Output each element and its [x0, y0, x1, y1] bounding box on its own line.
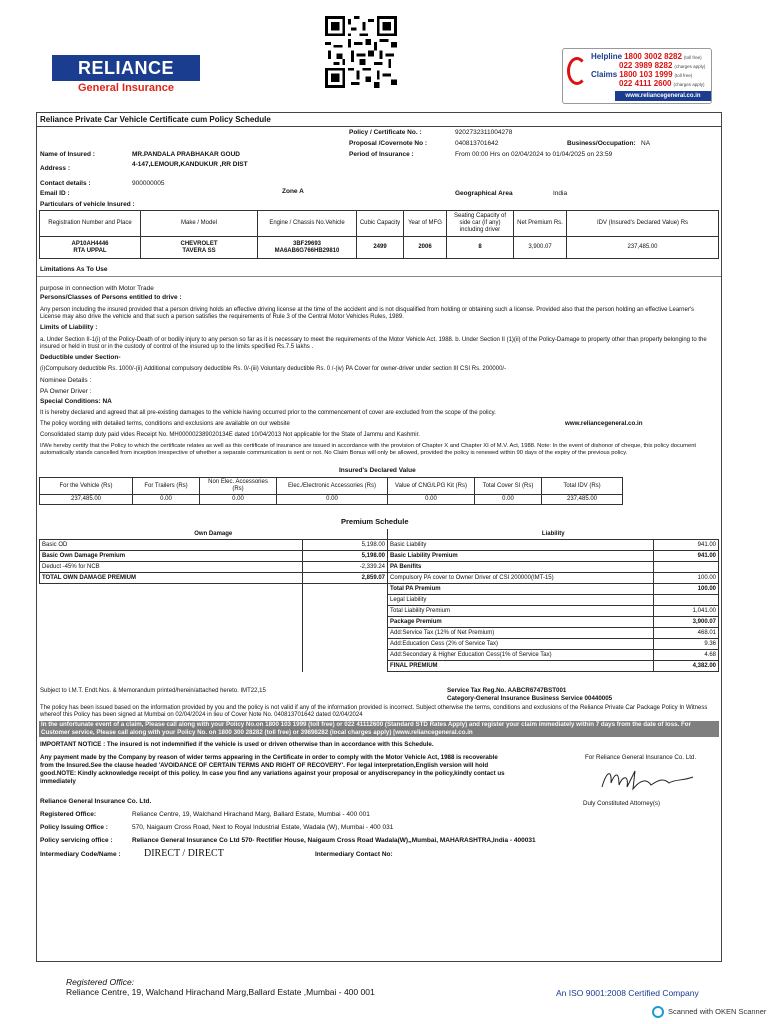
own-damage-item — [40, 639, 303, 650]
business-value: NA — [641, 140, 651, 147]
idv-cell: 237,485.00 — [40, 495, 133, 505]
liability-amount — [654, 595, 719, 606]
liability-amount: 9.36 — [654, 639, 719, 650]
own-damage-amount — [303, 584, 388, 595]
limitations-use: purpose in connection with Motor Trade — [40, 285, 154, 292]
premium-row — [40, 595, 719, 606]
helpline-number-2[interactable]: 022 3989 8282 — [619, 61, 673, 70]
own-damage-item — [40, 595, 303, 606]
liability-amount: 941.00 — [654, 540, 719, 551]
own-damage-amount — [303, 628, 388, 639]
own-damage-amount — [303, 606, 388, 617]
helpline-box — [562, 48, 712, 104]
footer-reg-office-label: Registered Office: — [66, 977, 135, 987]
own-damage-amount: 2,859.07 — [303, 573, 388, 584]
premium-schedule-title: Premium Schedule — [341, 517, 409, 526]
idv-cell: 0.00 — [475, 495, 542, 505]
nominee-details: Nominee Details : — [40, 377, 92, 384]
own-damage-amount: 5,198.00 — [303, 540, 388, 551]
address-label: Address : — [40, 165, 70, 172]
insured-name-label: Name of Insured : — [40, 151, 95, 158]
deductible-text: (i)Compulsory deductible Rs. 1000/-(ii) Additional compulsory deductible Rs. 0/-(iii) Voluntary deductible Rs. 0 /-(iv) PA Cover for owner-driver under section III CSI Rs. 200000/- — [40, 366, 507, 372]
reliance-logo — [52, 55, 200, 97]
special-conditions: Special Conditions: NA — [40, 398, 112, 405]
liability-item: Compulsory PA cover to Owner Driver of CSI 200000(IMT-15) — [388, 573, 654, 584]
own-damage-amount — [303, 650, 388, 661]
own-damage-item — [40, 650, 303, 661]
premium-row — [40, 606, 719, 617]
idv-header: For Trailers (Rs) — [133, 478, 200, 495]
claim-notice-bar: In the unfortunate event of a claim, Please call along with your Policy No.on 1800 103 1999 (toll free) or 022 41112600 (Standard STD Rates Apply) and register your claim immediately within 7 days from the date of loss. For Customer service, Please call along with your Policy No. on 1800 300 28282 (toll free) or 39898282 (local charges apply) [www.reliancegeneral.co.in — [39, 721, 719, 737]
declared-text: It is hereby declared and agreed that all pre-existing damages to the vehicle having occurred prior to the commencement of cover are excluded from the scope of the policy. — [40, 410, 496, 416]
premium-row — [40, 562, 719, 573]
company-name: Reliance General Insurance Co. Ltd. — [40, 798, 152, 805]
premium-row — [40, 540, 719, 551]
liability-amount: 3,900.07 — [654, 617, 719, 628]
helpline-note-2: (charges apply) — [674, 64, 706, 69]
idv-cell: 0.00 — [200, 495, 277, 505]
servicing-office-label: Policy servicing office : — [40, 837, 113, 844]
any-payment-text: Any payment made by the Company by reason of wider terms appearing in the Certificate in order to comply with the Motor Vehicle Act, 1988 is recoverable from the Insured.See the clause headed 'AVOIDANCE OF CERTAIN TERMS AND RIGHT OF RECOVERY'. For legal interpretation,English version will hold good.NOTE: Kindly acknowledge receipt of this policy. In case you find any variations against your proposal or anydiscrepancy in the policy,kindly contact us immediately — [40, 754, 505, 785]
website-link[interactable]: www.reliancegeneral.co.in — [615, 91, 711, 101]
premium-row — [40, 573, 719, 584]
idv-header: Total Cover SI (Rs) — [475, 478, 542, 495]
vehicle-row — [40, 237, 719, 259]
own-damage-item — [40, 661, 303, 672]
email-label: Email ID : — [40, 190, 70, 197]
own-damage-header: Own Damage — [40, 529, 388, 540]
policy-schedule — [36, 112, 722, 962]
business-label: Business/Occupation: — [567, 140, 636, 147]
contact-label: Contact details : — [40, 180, 91, 187]
certificate-number: 9202732311004278 — [455, 129, 513, 136]
issuing-office-label: Policy Issuing Office : — [40, 824, 108, 831]
proposal-number: 040813701642 — [455, 140, 499, 147]
seating-capacity: 8 — [447, 237, 514, 259]
idv-value: 237,485.00 — [567, 237, 719, 259]
liability-amount: 100.00 — [654, 573, 719, 584]
intermediary-code-label: Intermediary Code/Name : — [40, 851, 121, 858]
premium-row — [40, 661, 719, 672]
idv-title: Insured's Declared Value — [339, 467, 416, 474]
claims-note-1: (toll free) — [674, 73, 693, 78]
zone: Zone A — [282, 188, 304, 195]
vehicle-table — [39, 210, 719, 259]
intermediary-contact-label: Intermediary Contact No: — [315, 851, 393, 858]
for-reliance-text: For Reliance General Insurance Co. Ltd. — [585, 754, 697, 761]
own-damage-item — [40, 606, 303, 617]
logo-subtitle: General Insurance — [78, 82, 174, 94]
liability-amount: 100.00 — [654, 584, 719, 595]
idv-header: Value of CNG/LPG Kit (Rs) — [388, 478, 475, 495]
pa-owner-driver: PA Owner Driver : — [40, 388, 92, 395]
liability-item: Add:Secondary & Higher Education Cess(1% of Service Tax) — [388, 650, 654, 661]
wording-website-link[interactable]: www.reliancegeneral.co.in — [565, 420, 643, 427]
scanner-watermark: Scanned with OKEN Scanner — [668, 1007, 767, 1016]
year-of-mfg: 2006 — [404, 237, 447, 259]
persons-text: Any person including the insured provided that a person driving holds an effective driving license at the time of the accident and is not disqualified from holding or obtaining such a license. Provided also that the person holding an effective Learner's License may also drive the vehicle and that such a person satisfies the requirements of Rule 3 of the Central Motor Vehicles Rules, 1989. — [40, 307, 694, 320]
liability-item: Add:Education Cess (2% of Service Tax) — [388, 639, 654, 650]
liability-amount: 4,382.00 — [654, 661, 719, 672]
geo-area-value: India — [553, 190, 568, 197]
engine-number: 3BF29693 — [292, 240, 322, 247]
vehicle-make: CHEVROLET — [180, 240, 218, 247]
iso-certification: An ISO 9001:2008 Certified Company — [556, 988, 699, 998]
liability-item: Basic Liability — [388, 540, 654, 551]
own-damage-item: Basic OD — [40, 540, 303, 551]
footer-address: Reliance Centre, 19, Walchand Hirachand Marg,Ballard Estate ,Mumbai - 400 001 — [66, 987, 375, 997]
service-tax-reg: Service Tax Reg.No. AABCR6747BST001 — [447, 687, 567, 694]
net-premium: 3,900.07 — [514, 237, 567, 259]
vehicle-header: Year of MFG — [404, 211, 447, 237]
own-damage-item — [40, 584, 303, 595]
insured-name: MR.PANDALA PRABHAKAR GOUD — [132, 151, 240, 158]
service-category: Category-General Insurance Business Service 00440005 — [447, 695, 613, 702]
vehicle-header: Registration Number and Place — [40, 211, 141, 237]
premium-row — [40, 628, 719, 639]
issued-text: The policy has been issued based on the information provided by you and the policy is not valid if any of the information provided is incorrect. Subject otherwise the terms, conditions and exclusions of the Reliance Private Car Package Policy In Witness whereof this Policy has been signed at Mumbai on 02/04/2024 in lieu of Cover Note No. 040813701642 dated 02/04/2024 — [40, 705, 708, 718]
idv-cell: 0.00 — [388, 495, 475, 505]
vehicle-model: TAVERA SS — [182, 247, 216, 254]
liability-item: Add:Service Tax (12% of Net Premium) — [388, 628, 654, 639]
liability-amount: 1,041.00 — [654, 606, 719, 617]
duly-constituted-text: Duly Constituted Attorney(s) — [583, 800, 661, 807]
certificate-label: Policy / Certificate No. : — [349, 129, 422, 136]
premium-row — [40, 639, 719, 650]
liability-item: Total Liability Premium — [388, 606, 654, 617]
liability-text: a. Under Section II-1(i) of the Policy-Death of or bodily injury to any person so far as it is necessary to meet the requirements of the Motor Vehicle Act. 1988. b. Under Section II (1)(ii) of the Policy-Damage to property other than property belonging to the insured or held in trust or in the custody of control of the insured up to the limits specified Rs.7.5 lakhs . — [40, 337, 707, 350]
insured-address: 4-147,LEMOUR,KANDUKUR ,RR DIST — [132, 161, 248, 168]
particulars-label: Particulars of vehicle Insured : — [40, 201, 135, 208]
logo-wordmark: RELIANCE — [52, 55, 200, 81]
vehicle-header: Net Premium Rs. — [514, 211, 567, 237]
vehicle-header: Cubic Capacity — [357, 211, 404, 237]
period-label: Period of Insurance : — [349, 151, 414, 158]
claims-label: Claims — [591, 70, 618, 79]
own-damage-amount: -2,339.24 — [303, 562, 388, 573]
contact-value: 900000005 — [132, 180, 165, 187]
liability-amount: 941.00 — [654, 551, 719, 562]
liability-item: FINAL PREMIUM — [388, 661, 654, 672]
own-damage-amount: 5,198.00 — [303, 551, 388, 562]
own-damage-item: Basic Own Damage Premium — [40, 551, 303, 562]
helpline-label: Helpline — [591, 52, 623, 61]
idv-cell: 237,485.00 — [542, 495, 623, 505]
registration-number: AP10AH4446 — [71, 240, 109, 247]
important-notice: IMPORTANT NOTICE : The insured is not indemnified if the vehicle is used or driven otherwise than in accordance with this Schedule. — [40, 741, 434, 748]
idv-header: For the Vehicle (Rs) — [40, 478, 133, 495]
premium-row — [40, 551, 719, 562]
scanner-logo-icon — [652, 1006, 664, 1018]
claims-number-1[interactable]: 1800 103 1999 — [619, 70, 673, 79]
liability-item: Legal Liability — [388, 595, 654, 606]
registration-place: RTA UPPAL — [73, 247, 107, 254]
qr-code-icon — [325, 16, 397, 88]
geo-area-label: Geographical Area — [455, 190, 513, 197]
own-damage-item — [40, 628, 303, 639]
liability-amount: 4.68 — [654, 650, 719, 661]
idv-header: Non Elec. Accessories (Rs) — [200, 478, 277, 495]
liability-item: Package Premium — [388, 617, 654, 628]
period-value: From 00:00 Hrs on 02/04/2024 to 01/04/2025 on 23:59 — [455, 151, 613, 158]
premium-row — [40, 584, 719, 595]
idv-header: Total IDV (Rs) — [542, 478, 623, 495]
intermediary-code-value: DIRECT / DIRECT — [144, 848, 224, 859]
claims-number-2[interactable]: 022 4111 2600 — [619, 79, 672, 88]
servicing-office-value: Reliance General Insurance Co Ltd 570- Rectifier House, Naigaum Cross Road Wadala(W),,Mumbai, MAHARASHTRA,India - 400031 — [132, 837, 536, 844]
certify-text: I/We hereby certify that the Policy to which the certificate relates as well as this certificate of insurance are issued in accordance with the provision of Chapter X and Chapter XI of M.V. Act, 1988. Note: In the event of dishonor of cheque, this policy document automatically stands cancelled from inception irrespective of whether a separate communication is sent or not. No Claim Bonus will only be allowed, provided the policy is renewed within 90 days of the expiry of the previous policy. — [40, 443, 697, 456]
idv-cell: 0.00 — [277, 495, 388, 505]
cubic-capacity: 2499 — [357, 237, 404, 259]
stamp-duty-text: Consolidated stamp duty paid vides Receipt No. MH000002389020134E dated 10/04/2013 Not applicable for the State of Jammu and Kashmir. — [40, 432, 420, 438]
chassis-number: MA6AB6G766HB29810 — [274, 247, 340, 254]
registered-office-label: Registered Office: — [40, 811, 96, 818]
liability-item: Total PA Premium — [388, 584, 654, 595]
phone-icon — [567, 57, 587, 85]
registered-office-value: Reliance Centre, 19, Walchand Hirachand Marg, Ballard Estate, Mumbai - 400 001 — [132, 811, 370, 818]
premium-table — [39, 529, 719, 672]
own-damage-amount — [303, 617, 388, 628]
liability-item: Basic Liability Premium — [388, 551, 654, 562]
own-damage-item: Deduct -45% for NCB — [40, 562, 303, 573]
own-damage-item: TOTAL OWN DAMAGE PREMIUM — [40, 573, 303, 584]
idv-row — [40, 495, 623, 505]
vehicle-header: Engine / Chassis No.Vehicle — [258, 211, 357, 237]
claims-note-2: (charges apply) — [673, 82, 705, 87]
liability-amount — [654, 562, 719, 573]
proposal-label: Proposal /Covernote No : — [349, 140, 428, 147]
liability-header: Liability — [388, 529, 719, 540]
helpline-note-1: (toll free) — [683, 55, 702, 60]
helpline-number-1[interactable]: 1800 3002 8282 — [624, 52, 682, 61]
vehicle-header: IDV (Insured's Declared Value) Rs — [567, 211, 719, 237]
idv-table — [39, 477, 623, 505]
document-title: Reliance Private Car Vehicle Certificate cum Policy Schedule — [40, 115, 271, 124]
imt-subject-text: Subject to I.M.T. Endt.Nos. & Memorandum printed/herein/attached hereto. IMT22,15 — [40, 688, 266, 694]
limitations-title: Limitations As To Use — [40, 266, 108, 273]
own-damage-amount — [303, 661, 388, 672]
liability-item: PA Benifits — [388, 562, 654, 573]
own-damage-item — [40, 617, 303, 628]
idv-cell: 0.00 — [133, 495, 200, 505]
vehicle-header: Make / Model — [141, 211, 258, 237]
deductible-title: Deductible under Section- — [40, 354, 121, 361]
issuing-office-value: 570, Naigaum Cross Road, Next to Royal Industrial Estate, Wadala (W), Mumbai - 400 031 — [132, 824, 394, 831]
signature-icon — [597, 765, 697, 795]
vehicle-header: Seating Capacity of side car (if any) including driver — [447, 211, 514, 237]
own-damage-amount — [303, 595, 388, 606]
premium-row — [40, 650, 719, 661]
own-damage-amount — [303, 639, 388, 650]
liability-title: Limits of Liability : — [40, 324, 98, 331]
liability-amount: 468.01 — [654, 628, 719, 639]
idv-header: Elec./Electronic Accessories (Rs) — [277, 478, 388, 495]
persons-title: Persons/Classes of Persons entitled to drive : — [40, 294, 182, 301]
premium-row — [40, 617, 719, 628]
wording-text: The policy wording with detailed terms, conditions and exclusions are available on our website — [40, 421, 290, 427]
